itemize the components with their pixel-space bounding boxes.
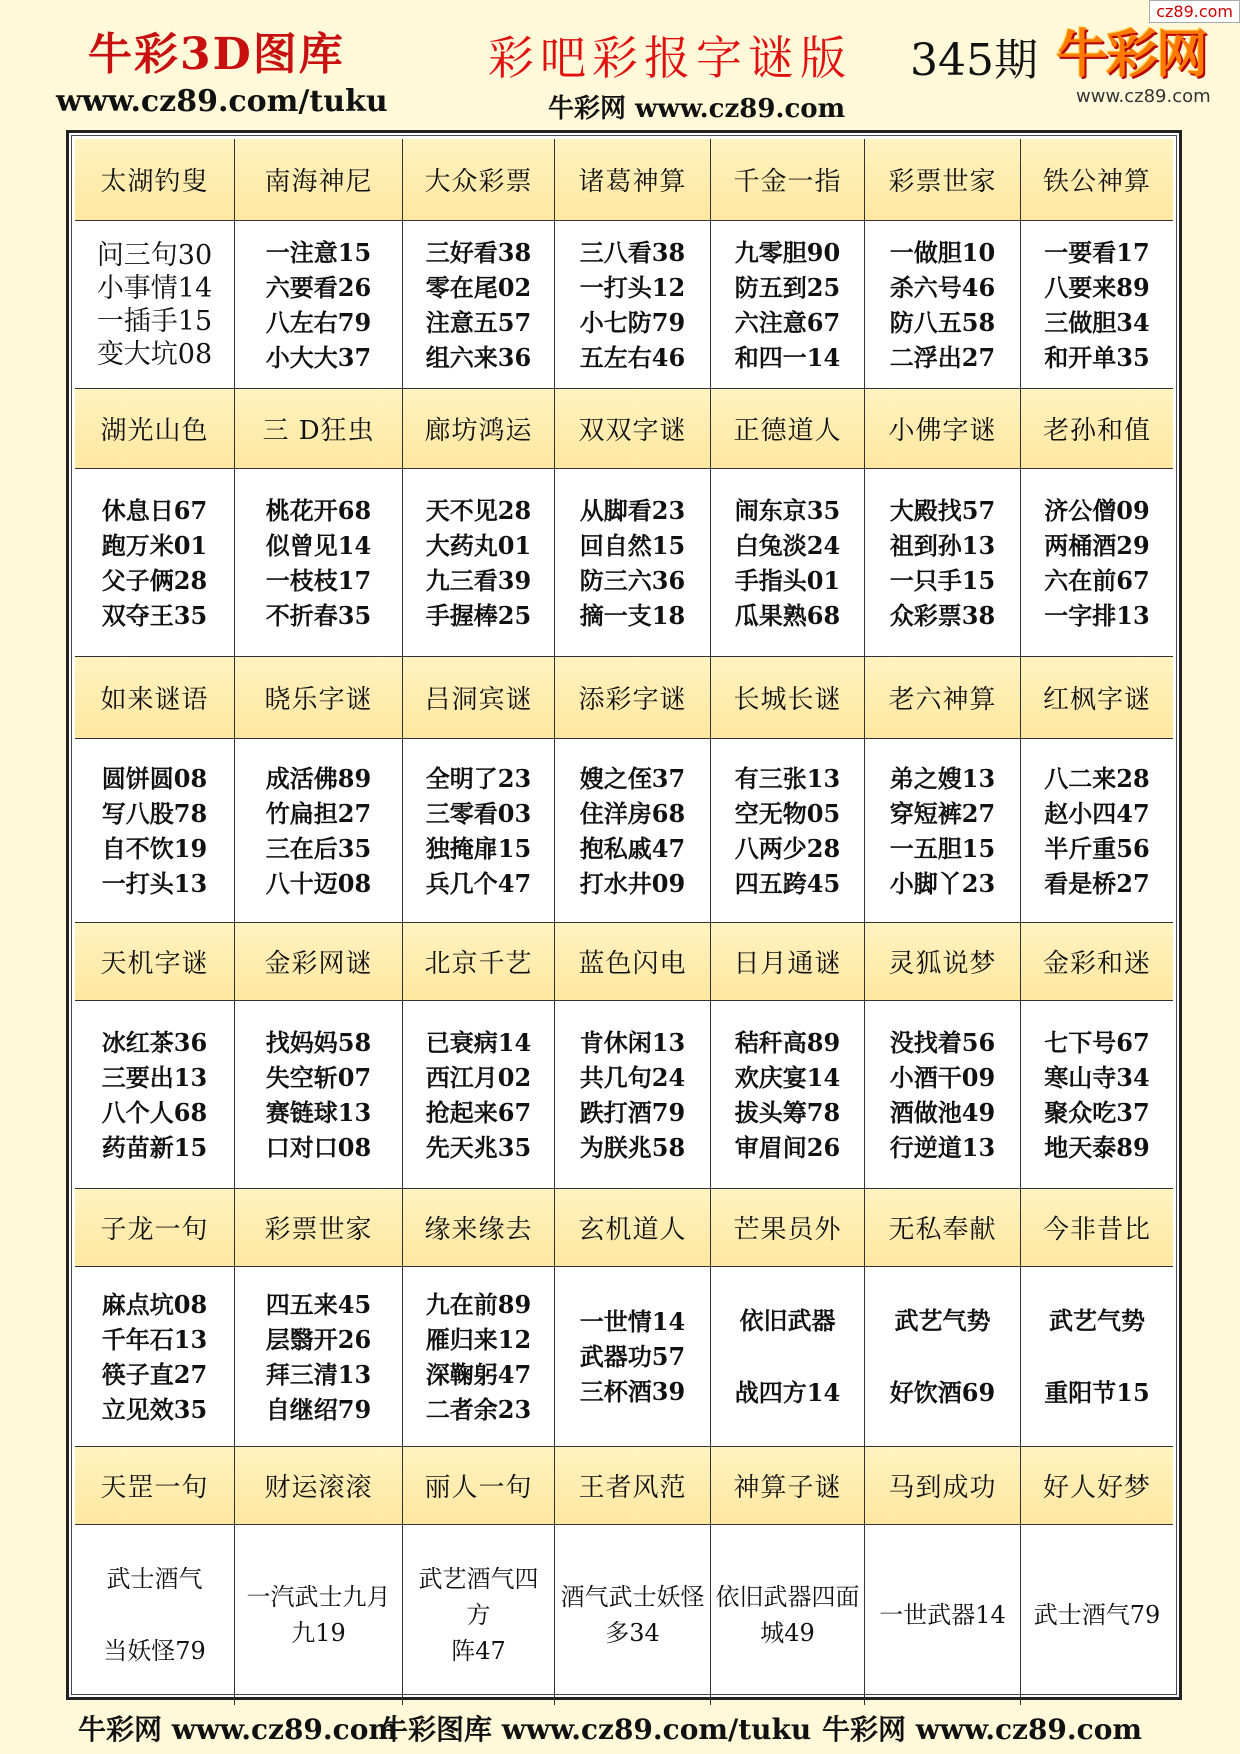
riddle-line: 弟之嫂13: [889, 763, 996, 793]
riddle-cell: [75, 1001, 235, 1189]
riddle-line: 桃花开68: [265, 495, 372, 525]
riddle-line: 休息日67: [101, 495, 208, 525]
riddle-cell: [711, 1001, 865, 1189]
riddle-line: 三八看38: [579, 237, 686, 267]
riddle-cell: [235, 221, 403, 389]
riddle-line: 雁归来12: [425, 1324, 532, 1354]
riddle-line: 众彩票38: [889, 600, 996, 630]
riddle-line: 地天泰89: [1044, 1132, 1150, 1162]
riddle-line: 三在后35: [265, 833, 372, 863]
column-header: 吕洞宾谜: [403, 657, 555, 739]
riddle-line: 六要看26: [265, 272, 372, 302]
column-header: 蓝色闪电: [555, 923, 711, 1001]
column-header: 三 D狂虫: [235, 389, 403, 469]
riddle-line: 行逆道13: [889, 1132, 996, 1162]
riddle-line: 瓜果熟68: [734, 600, 841, 630]
riddle-cell: [711, 739, 865, 923]
riddle-line: 小酒干09: [889, 1062, 996, 1092]
riddle-line: 深鞠躬47: [425, 1359, 532, 1389]
riddle-line: 为朕兆58: [579, 1132, 686, 1162]
riddle-line: 打水井09: [579, 868, 686, 898]
riddle-cell: [1021, 221, 1173, 389]
riddle-line: 一打头13: [101, 868, 208, 898]
riddle-cell: [1021, 1001, 1173, 1189]
riddle-line: 一汽武士九月: [246, 1583, 391, 1611]
riddle-cell: [865, 1525, 1021, 1705]
column-header: 铁公神算: [1021, 139, 1173, 221]
riddle-line: 防五到25: [734, 272, 841, 302]
riddle-line: 六在前67: [1044, 565, 1150, 595]
riddle-line: 阵47: [451, 1637, 506, 1665]
riddle-line: 一要看17: [1044, 237, 1150, 267]
column-header: 太湖钓叟: [75, 139, 235, 221]
site-url-link[interactable]: 牛彩网 www.cz89.com: [548, 94, 846, 124]
riddle-line: 赵小四47: [1044, 798, 1150, 828]
column-header: 湖光山色: [75, 389, 235, 469]
riddle-line: 筷子直27: [101, 1359, 208, 1389]
riddle-line: 药苗新15: [101, 1132, 208, 1162]
riddle-grid: [75, 139, 1173, 1691]
riddle-line: 摘一支18: [579, 600, 686, 630]
riddle-line: 从脚看23: [579, 495, 686, 525]
riddle-cell: [235, 739, 403, 923]
riddle-line: 一做胆10: [889, 237, 996, 267]
column-header: 丽人一句: [403, 1447, 555, 1525]
riddle-cell: [555, 469, 711, 657]
riddle-line: 层翳开26: [265, 1324, 372, 1354]
riddle-line: 一字排13: [1044, 600, 1150, 630]
riddle-cell: [711, 1267, 865, 1447]
riddle-line: 好饮酒69: [889, 1377, 996, 1407]
column-header: 无私奉献: [865, 1189, 1021, 1267]
riddle-line: 失空斩07: [265, 1062, 372, 1092]
riddle-cell: [403, 469, 555, 657]
riddle-cell: [235, 469, 403, 657]
riddle-line: 白兔淡24: [734, 530, 841, 560]
column-header: 今非昔比: [1021, 1189, 1173, 1267]
riddle-line: 西江月02: [425, 1062, 532, 1092]
riddle-line: 成活佛89: [265, 763, 372, 793]
riddle-line: 当妖怪79: [103, 1637, 206, 1665]
column-header: 财运滚滚: [235, 1447, 403, 1525]
riddle-cell: [403, 1525, 555, 1705]
riddle-line: 八二来28: [1044, 763, 1150, 793]
riddle-line: 找妈妈58: [265, 1027, 372, 1057]
column-header: 金彩网谜: [235, 923, 403, 1001]
column-header: 马到成功: [865, 1447, 1021, 1525]
riddle-line: 一世武器14: [879, 1601, 1006, 1629]
column-header: 子龙一句: [75, 1189, 235, 1267]
issue-number: 345期: [910, 35, 1038, 86]
riddle-cell: [1021, 469, 1173, 657]
riddle-line: 四五跨45: [734, 868, 841, 898]
column-header: 老六神算: [865, 657, 1021, 739]
riddle-cell: [75, 221, 235, 389]
riddle-cell: [403, 1267, 555, 1447]
riddle-line: 三零看03: [425, 798, 532, 828]
column-header: 王者风范: [555, 1447, 711, 1525]
column-header: 正德道人: [711, 389, 865, 469]
column-header: 晓乐字谜: [235, 657, 403, 739]
column-header: 神算子谜: [711, 1447, 865, 1525]
riddle-cell: [865, 739, 1021, 923]
column-header: 灵狐说梦: [865, 923, 1021, 1001]
column-header: 长城长谜: [711, 657, 865, 739]
footer-link-site[interactable]: 牛彩网 www.cz89.com: [78, 1713, 399, 1746]
riddle-line: 四五来45: [265, 1289, 372, 1319]
column-header: 千金一指: [711, 139, 865, 221]
riddle-line: 似曾见14: [265, 530, 372, 560]
riddle-board: [66, 130, 1182, 1700]
column-header: 红枫字谜: [1021, 657, 1173, 739]
site-logo[interactable]: [1046, 12, 1216, 112]
column-header: 北京千艺: [403, 923, 555, 1001]
riddle-line: 跑万米01: [101, 530, 208, 560]
riddle-line: 嫂之侄37: [579, 763, 686, 793]
riddle-cell: [711, 1525, 865, 1705]
column-header: 缘来缘去: [403, 1189, 555, 1267]
column-header: 玄机道人: [555, 1189, 711, 1267]
riddle-line: 防三六36: [579, 565, 686, 595]
riddle-line: 跌打酒79: [579, 1097, 686, 1127]
riddle-line: 肯休闲13: [579, 1027, 686, 1057]
riddle-line: 独掩扉15: [425, 833, 532, 863]
riddle-line: 八两少28: [734, 833, 841, 863]
riddle-line: 一枝枝17: [265, 565, 372, 595]
riddle-line: 九在前89: [425, 1289, 532, 1319]
brand-url-link[interactable]: www.cz89.com/tuku: [56, 84, 388, 119]
riddle-cell: [403, 739, 555, 923]
riddle-cell: [865, 1001, 1021, 1189]
riddle-line: 三杯酒39: [579, 1377, 686, 1406]
riddle-line: 重阳节15: [1044, 1377, 1150, 1407]
riddle-cell: [865, 221, 1021, 389]
riddle-line: 一世情14: [579, 1307, 686, 1336]
riddle-line: 半斤重56: [1044, 833, 1150, 863]
riddle-line: 大殿找57: [889, 495, 996, 525]
riddle-line: 穿短裤27: [889, 798, 996, 828]
riddle-line: 手握棒25: [425, 600, 532, 630]
riddle-line: 全明了23: [425, 763, 532, 793]
riddle-line: 共几句24: [579, 1062, 686, 1092]
logo-url: www.cz89.com: [1076, 86, 1211, 107]
column-header: 天机字谜: [75, 923, 235, 1001]
riddle-line: 武士酒气79: [1033, 1601, 1161, 1629]
riddle-line: 自继绍79: [265, 1394, 372, 1424]
riddle-cell: [555, 739, 711, 923]
riddle-line: 回自然15: [579, 530, 686, 560]
riddle-cell: [403, 1001, 555, 1189]
riddle-cell: [711, 221, 865, 389]
riddle-line: 三做胆34: [1044, 307, 1150, 337]
column-header: 芒果员外: [711, 1189, 865, 1267]
riddle-line: 八十迈08: [265, 868, 372, 898]
riddle-cell: [1021, 739, 1173, 923]
riddle-line: 九三看39: [425, 565, 532, 595]
riddle-line: 济公僧09: [1044, 495, 1150, 525]
riddle-line: 二浮出27: [889, 342, 996, 372]
column-header: 双双字谜: [555, 389, 711, 469]
riddle-line: 没找着56: [889, 1027, 996, 1057]
riddle-cell: [555, 1525, 711, 1705]
riddle-line: 口对口08: [265, 1132, 372, 1162]
footer-link-site-2[interactable]: 牛彩网 www.cz89.com: [822, 1713, 1143, 1746]
riddle-line: 和四一14: [734, 342, 841, 372]
riddle-cell: [235, 1001, 403, 1189]
column-header: 大众彩票: [403, 139, 555, 221]
riddle-line: 城49: [760, 1619, 815, 1647]
riddle-line: 祖到孙13: [889, 530, 996, 560]
riddle-line: 多34: [605, 1619, 660, 1647]
riddle-line: 问三句30: [96, 239, 213, 271]
riddle-cell: [555, 1001, 711, 1189]
riddle-line: 小脚丫23: [889, 868, 996, 898]
riddle-line: 住洋房68: [579, 798, 686, 828]
riddle-cell: [235, 1525, 403, 1705]
column-header: 金彩和迷: [1021, 923, 1173, 1001]
page-title: 彩吧彩报字谜版: [488, 31, 852, 85]
riddle-cell: [1021, 1267, 1173, 1447]
column-header: 如来谜语: [75, 657, 235, 739]
riddle-line: 先天兆35: [425, 1132, 532, 1162]
riddle-line: 闹东京35: [734, 495, 841, 525]
column-header: 廊坊鸿运: [403, 389, 555, 469]
riddle-line: 自不饮19: [101, 833, 208, 863]
site-badge[interactable]: cz89.com: [1149, 0, 1240, 23]
riddle-line: 小七防79: [579, 307, 686, 337]
column-header: 老孙和值: [1021, 389, 1173, 469]
riddle-line: 兵几个47: [425, 868, 532, 898]
riddle-line: 圆饼圆08: [101, 763, 208, 793]
riddle-cell: [75, 469, 235, 657]
column-header: 南海神尼: [235, 139, 403, 221]
riddle-line: 两桶酒29: [1044, 530, 1150, 560]
column-header: 诸葛神算: [555, 139, 711, 221]
riddle-line: 九零胆90: [734, 237, 841, 267]
riddle-line: 武器功57: [579, 1342, 686, 1371]
riddle-line: 和开单35: [1044, 342, 1150, 372]
riddle-cell: [75, 1267, 235, 1447]
riddle-line: 武艺气势: [1049, 1306, 1145, 1336]
riddle-line: 天不见28: [425, 495, 532, 525]
riddle-line: 不折春35: [265, 600, 372, 630]
riddle-line: 立见效35: [101, 1394, 208, 1424]
riddle-line: 已衰病14: [425, 1027, 532, 1057]
riddle-cell: [1021, 1525, 1173, 1705]
riddle-cell: [75, 739, 235, 923]
riddle-line: 秸秆高89: [734, 1027, 841, 1057]
riddle-line: 一只手15: [889, 565, 996, 595]
riddle-cell: [75, 1525, 235, 1705]
riddle-line: 八要来89: [1044, 272, 1150, 302]
riddle-line: 七下号67: [1044, 1027, 1150, 1057]
riddle-line: 有三张13: [734, 763, 841, 793]
brand-title: 牛彩3D图库: [88, 29, 345, 80]
riddle-line: 拔头筹78: [734, 1097, 841, 1127]
riddle-line: 酒气武士妖怪: [560, 1583, 705, 1611]
riddle-line: 二者余23: [425, 1394, 532, 1424]
riddle-line: 小事情14: [96, 272, 213, 304]
riddle-line: 战四方14: [734, 1377, 841, 1407]
riddle-line: 注意五57: [425, 307, 532, 337]
riddle-line: 父子俩28: [101, 565, 208, 595]
riddle-cell: [711, 469, 865, 657]
riddle-line: 武艺酒气四方: [418, 1565, 539, 1629]
riddle-line: 武士酒气: [106, 1565, 203, 1593]
riddle-line: 组六来36: [425, 342, 532, 372]
riddle-line: 一插手15: [96, 305, 213, 337]
riddle-line: 武艺气势: [894, 1306, 991, 1336]
riddle-cell: [555, 221, 711, 389]
riddle-line: 小大大37: [265, 342, 372, 372]
logo-text: 牛彩网: [1055, 25, 1206, 85]
riddle-line: 三要出13: [101, 1062, 208, 1092]
riddle-line: 手指头01: [734, 565, 841, 595]
column-header: 日月通谜: [711, 923, 865, 1001]
riddle-cell: [555, 1267, 711, 1447]
riddle-line: 杀六号46: [889, 272, 996, 302]
riddle-line: 依旧武器四面: [715, 1583, 860, 1611]
riddle-line: 千年石13: [101, 1324, 208, 1354]
riddle-line: 大药丸01: [425, 530, 532, 560]
riddle-line: 赛链球13: [265, 1097, 372, 1127]
riddle-cell: [403, 221, 555, 389]
riddle-line: 审眉间26: [734, 1132, 841, 1162]
riddle-line: 八个人68: [101, 1097, 208, 1127]
riddle-line: 九19: [291, 1619, 346, 1647]
riddle-cell: [235, 1267, 403, 1447]
riddle-cell: [865, 1267, 1021, 1447]
riddle-line: 抢起来67: [425, 1097, 532, 1127]
riddle-line: 冰红茶36: [101, 1027, 208, 1057]
riddle-line: 变大坑08: [96, 338, 213, 370]
riddle-line: 寒山寺34: [1044, 1062, 1150, 1092]
riddle-cell: [865, 469, 1021, 657]
column-header: 好人好梦: [1021, 1447, 1173, 1525]
column-header: 彩票世家: [235, 1189, 403, 1267]
riddle-line: 一注意15: [265, 237, 372, 267]
riddle-line: 一打头12: [579, 272, 686, 302]
riddle-line: 零在尾02: [425, 272, 532, 302]
riddle-line: 欢庆宴14: [734, 1062, 841, 1092]
riddle-line: 三好看38: [425, 237, 532, 267]
riddle-line: 酒做池49: [889, 1097, 996, 1127]
column-header: 彩票世家: [865, 139, 1021, 221]
column-header: 小佛字谜: [865, 389, 1021, 469]
riddle-line: 麻点坑08: [101, 1289, 208, 1319]
riddle-line: 空无物05: [734, 798, 841, 828]
riddle-line: 竹扁担27: [265, 798, 372, 828]
riddle-line: 写八股78: [101, 798, 208, 828]
riddle-line: 八左右79: [265, 307, 372, 337]
footer-link-tuku[interactable]: 牛彩图库 www.cz89.com/tuku: [380, 1713, 812, 1746]
riddle-line: 拜三清13: [265, 1359, 372, 1389]
column-header: 添彩字谜: [555, 657, 711, 739]
column-header: 天罡一句: [75, 1447, 235, 1525]
riddle-line: 防八五58: [889, 307, 996, 337]
riddle-line: 双夺王35: [101, 600, 208, 630]
riddle-line: 六注意67: [734, 307, 841, 337]
riddle-line: 看是桥27: [1044, 868, 1150, 898]
riddle-line: 依旧武器: [739, 1306, 836, 1336]
riddle-line: 聚众吃37: [1044, 1097, 1150, 1127]
riddle-line: 五左右46: [579, 342, 686, 372]
riddle-line: 抱私戚47: [579, 833, 686, 863]
riddle-line: 一五胆15: [889, 833, 996, 863]
